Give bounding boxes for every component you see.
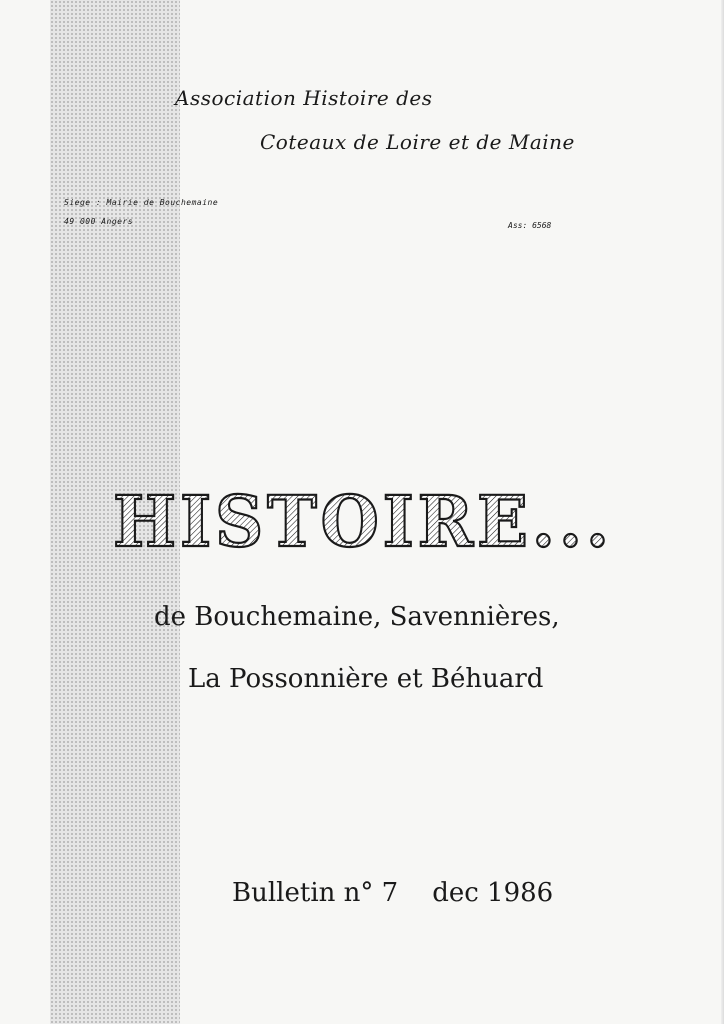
bulletin-number: Bulletin n° 7 (232, 878, 399, 908)
places-line1: de Bouchemaine, Savennières, (154, 602, 560, 632)
bulletin-date: dec 1986 (432, 878, 554, 908)
main-title-text: HISTOIRE... (113, 482, 613, 562)
association-name-line2: Coteaux de Loire et de Maine (260, 130, 575, 154)
main-title-graphic (108, 482, 618, 562)
registration-number: Ass: 6568 (508, 221, 552, 230)
seat-line2: 49 000 Angers (64, 217, 134, 226)
seat-address (64, 198, 218, 236)
places-line2: La Possonnière et Béhuard (188, 664, 544, 694)
main-title (108, 482, 618, 562)
show-through-texture (120, 40, 694, 88)
seat-line1: Siege : Mairie de Bouchemaine (64, 198, 219, 207)
bulletin-info (232, 878, 553, 908)
association-name-line1: Association Histoire des (175, 86, 433, 110)
